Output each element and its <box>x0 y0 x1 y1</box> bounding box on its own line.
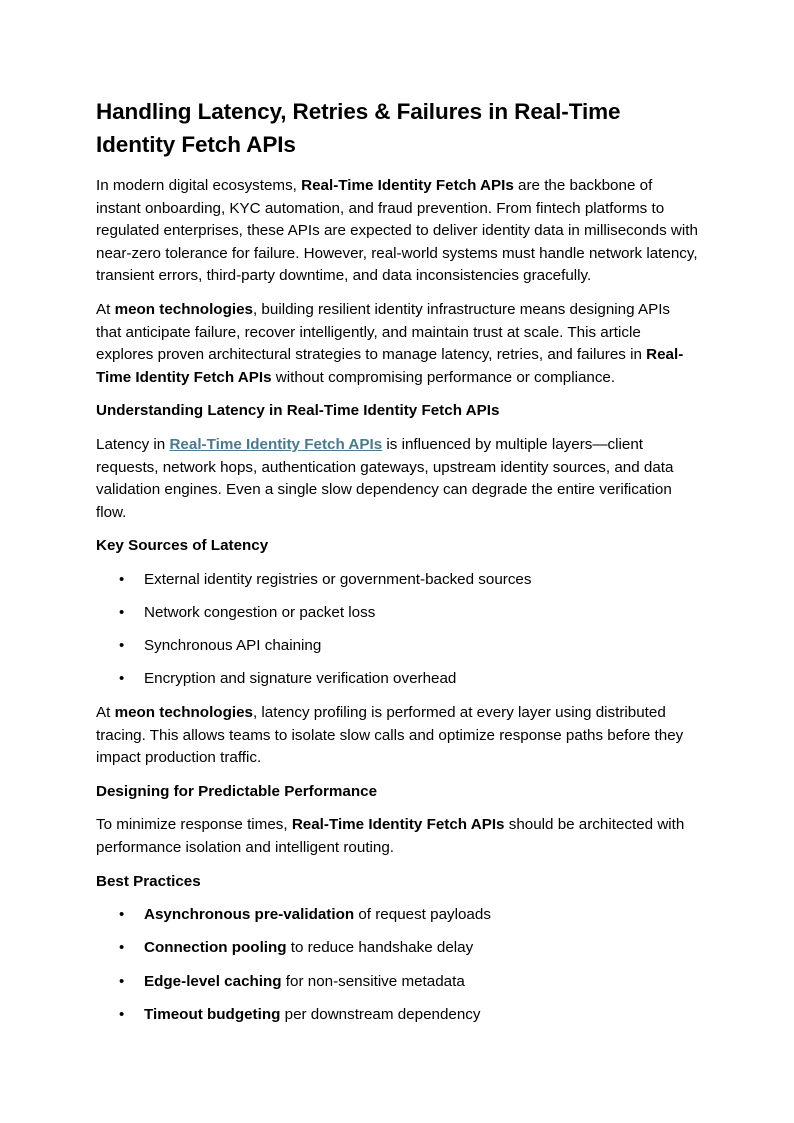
list-item: • Timeout budgeting per downstream dependency <box>96 1004 698 1027</box>
bullet-icon: • <box>119 972 125 990</box>
document-title: Handling Latency, Retries & Failures in Real-Time Identity Fetch APIs <box>96 99 621 157</box>
list-item: • External identity registries or government-backed sources <box>96 569 698 592</box>
profiling-paragraph: At meon technologies, latency profiling is performed at every layer using distributed tracing. This allows teams to isolate slow calls and optimize response paths before they impact production traffic. <box>96 704 684 767</box>
document-page <box>96 95 698 1037</box>
performance-heading: Designing for Predictable Performance <box>96 782 378 800</box>
bullet-icon: • <box>119 637 125 655</box>
list-item: • Encryption and signature verification overhead <box>96 668 698 691</box>
bullet-icon: • <box>119 570 125 588</box>
bullet-icon: • <box>119 1005 125 1023</box>
meon-paragraph: At meon technologies, building resilient identity infrastructure means designing APIs that anticipate failure, recover intelligently, and maintain trust at scale. This article explores proven architectural strategies to manage latency, retries, and failures in Real-Time Identity Fetch APIs without compromising performance or compliance. <box>96 300 684 386</box>
bullet-icon: • <box>119 906 125 924</box>
latency-paragraph: Latency in Real-Time Identity Fetch APIs is influenced by multiple layers—client requests, network hops, authentication gateways, upstream identity sources, and data validation engines. Even a single slow dependency can degrade the entire verification flow. <box>96 435 674 521</box>
intro-paragraph: In modern digital ecosystems, Real-Time Identity Fetch APIs are the backbone of instant onboarding, KYC automation, and fraud prevention. From fintech platforms to regulated enterprises, these APIs are expected to deliver identity data in milliseconds with near-zero tolerance for failure. However, real-world systems must handle network latency, transient errors, third-party downtime, and data inconsistencies gracefully. <box>96 177 698 285</box>
list-item: • Edge-level caching for non-sensitive metadata <box>96 971 698 994</box>
bullet-icon: • <box>119 939 125 957</box>
list-item: • Connection pooling to reduce handshake delay <box>96 937 698 960</box>
identity-fetch-apis-link[interactable]: Real-Time Identity Fetch APIs <box>169 435 383 453</box>
performance-paragraph: To minimize response times, Real-Time Identity Fetch APIs should be architected with performance isolation and intelligent routing. <box>96 816 685 857</box>
list-item: • Synchronous API chaining <box>96 635 698 658</box>
latency-heading: Understanding Latency in Real-Time Identity Fetch APIs <box>96 402 500 420</box>
best-practices-list <box>96 904 698 1026</box>
best-practices-heading: Best Practices <box>96 872 201 890</box>
key-sources-list <box>96 569 698 691</box>
list-item: • Asynchronous pre-validation of request payloads <box>96 904 698 927</box>
key-sources-heading: Key Sources of Latency <box>96 537 269 555</box>
bullet-icon: • <box>119 604 125 622</box>
list-item: • Network congestion or packet loss <box>96 602 698 625</box>
bullet-icon: • <box>119 670 125 688</box>
